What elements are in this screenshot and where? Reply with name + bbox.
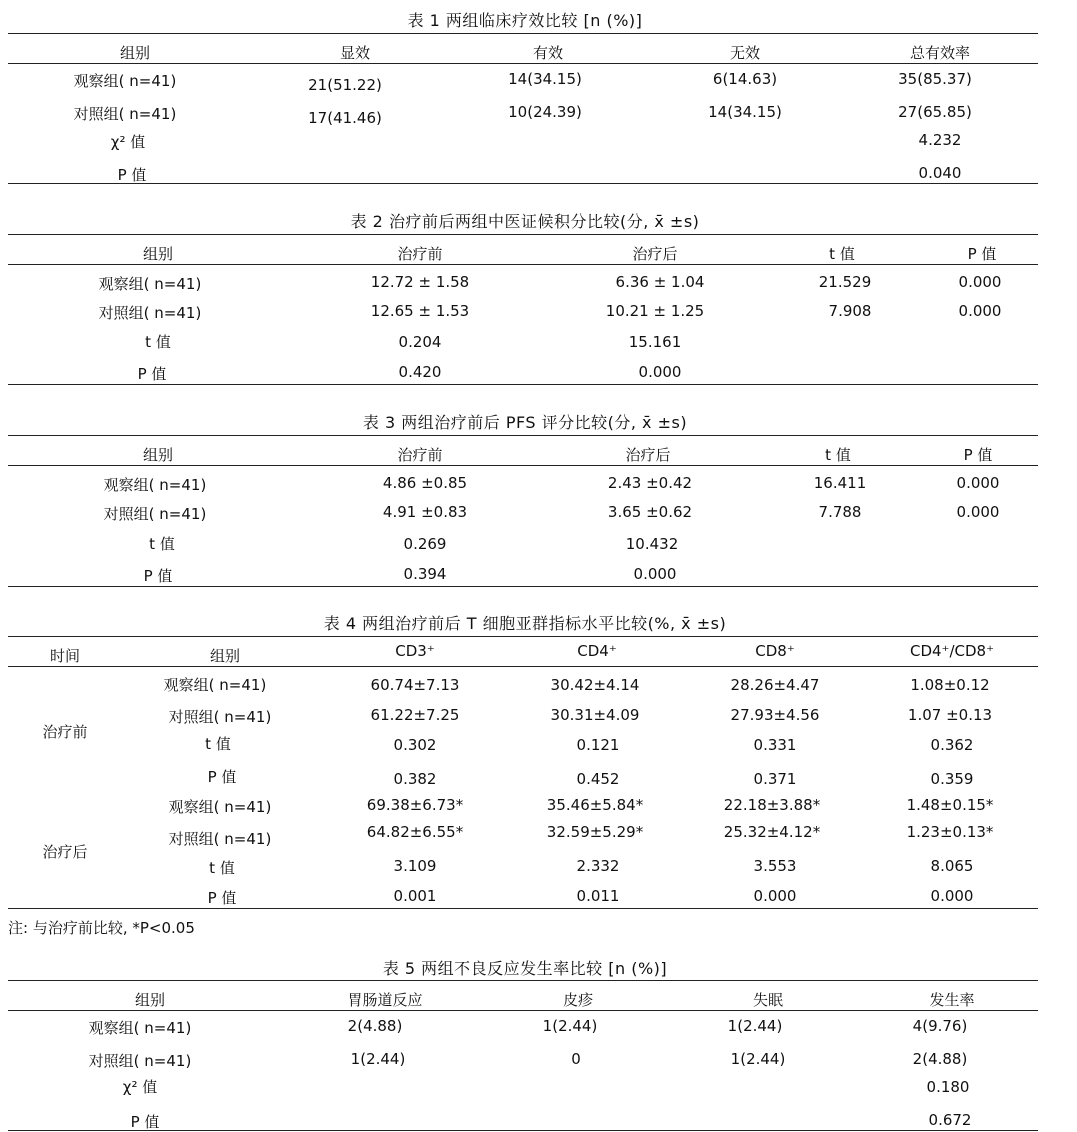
- t2-r2-p: 0.000: [958, 302, 1002, 320]
- table5-top-rule: [8, 980, 1038, 981]
- t2-t-after: 15.161: [628, 333, 682, 351]
- t5-r1-rash: 1(2.44): [542, 1017, 598, 1035]
- t2-header-t: t 值: [829, 245, 855, 263]
- t5-header-group: 组别: [134, 991, 166, 1009]
- t4-r6-ratio: 1.23±0.13*: [906, 823, 994, 841]
- t3-r1-group: 观察组( n=41): [103, 476, 207, 494]
- table4-note: 注: 与治疗前比较, *P<0.05: [8, 919, 195, 937]
- t1-header-ineffective: 无效: [729, 44, 761, 62]
- t4-r7-label: t 值: [209, 859, 235, 877]
- t4-r4-cd8: 0.371: [753, 770, 797, 788]
- t4-r6-group: 对照组( n=41): [168, 830, 272, 848]
- t5-header-gi: 胃肠道反应: [347, 991, 423, 1009]
- t1-r1-total: 35(85.37): [898, 70, 972, 88]
- t1-p-value: 0.040: [918, 164, 962, 182]
- t4-r7-cd3: 3.109: [393, 857, 437, 875]
- t4-header-cd4: CD4⁺: [577, 642, 617, 660]
- table1-top-rule: [8, 33, 1038, 34]
- t2-header-before: 治疗前: [397, 245, 443, 263]
- t4-r8-ratio: 0.000: [930, 887, 974, 905]
- t4-r4-cd4: 0.452: [576, 770, 620, 788]
- t4-header-cd8: CD8⁺: [755, 642, 795, 660]
- t4-r7-ratio: 8.065: [930, 857, 974, 875]
- t4-r3-cd8: 0.331: [753, 736, 797, 754]
- t4-r3-ratio: 0.362: [930, 736, 974, 754]
- t3-r2-p: 0.000: [956, 503, 1000, 521]
- t1-r2-effective: 10(24.39): [508, 103, 582, 121]
- t2-r2-before: 12.65 ± 1.53: [370, 302, 470, 320]
- t4-r1-cd4: 30.42±4.14: [550, 676, 640, 694]
- t4-r1-cd3: 60.74±7.13: [370, 676, 460, 694]
- t3-t-after: 10.432: [625, 535, 679, 553]
- t2-t-before: 0.204: [398, 333, 442, 351]
- t4-r8-cd3: 0.001: [393, 887, 437, 905]
- t3-r2-after: 3.65 ±0.62: [607, 503, 693, 521]
- table2-bottom-rule: [8, 384, 1038, 385]
- table4-top-rule: [8, 636, 1038, 637]
- t4-r2-cd4: 30.31±4.09: [550, 706, 640, 724]
- t5-r1-gi: 2(4.88): [347, 1017, 403, 1035]
- t1-r2-total: 27(65.85): [898, 103, 972, 121]
- t4-header-cd3: CD3⁺: [395, 642, 435, 660]
- table1-header-rule: [8, 63, 1038, 64]
- table4-header-rule: [8, 666, 1038, 667]
- t4-r5-cd4: 35.46±5.84*: [546, 796, 644, 814]
- t2-header-after: 治疗后: [632, 245, 678, 263]
- t4-r1-group: 观察组( n=41): [163, 676, 267, 694]
- t3-t-label: t 值: [149, 535, 175, 553]
- t1-r1-group: 观察组( n=41): [73, 72, 177, 90]
- t5-r2-rate: 2(4.88): [912, 1050, 968, 1068]
- table5-header-rule: [8, 1010, 1038, 1011]
- t1-r2-group: 对照组( n=41): [73, 105, 177, 123]
- t5-r2-gi: 1(2.44): [350, 1050, 406, 1068]
- table1-bottom-rule: [8, 183, 1038, 184]
- t2-r1-p: 0.000: [958, 273, 1002, 291]
- t5-r2-rash: 0: [571, 1050, 581, 1068]
- t2-r2-group: 对照组( n=41): [98, 304, 202, 322]
- t2-header-group: 组别: [142, 245, 174, 263]
- t4-r4-ratio: 0.359: [930, 770, 974, 788]
- t4-r3-cd3: 0.302: [393, 736, 437, 754]
- t4-time-before: 治疗前: [42, 723, 88, 741]
- table4-bottom-rule: [8, 908, 1038, 909]
- t3-r1-p: 0.000: [956, 474, 1000, 492]
- t4-r1-ratio: 1.08±0.12: [910, 676, 990, 694]
- t2-p-after: 0.000: [638, 363, 682, 381]
- t5-header-insomnia: 失眠: [752, 991, 784, 1009]
- t4-r5-cd3: 69.38±6.73*: [366, 796, 464, 814]
- t3-header-group: 组别: [142, 446, 174, 464]
- t5-r2-insomnia: 1(2.44): [730, 1050, 786, 1068]
- t3-r2-t: 7.788: [818, 503, 862, 521]
- table5-bottom-rule: [8, 1130, 1038, 1131]
- t4-r7-cd8: 3.553: [753, 857, 797, 875]
- t2-r1-t: 21.529: [818, 273, 872, 291]
- t1-header-total: 总有效率: [909, 44, 971, 62]
- t4-r2-cd8: 27.93±4.56: [730, 706, 820, 724]
- table2-top-rule: [8, 234, 1038, 235]
- t4-header-ratio: CD4⁺/CD8⁺: [909, 642, 995, 660]
- t1-r2-ineffective: 14(34.15): [708, 103, 782, 121]
- t2-r1-after: 6.36 ± 1.04: [615, 273, 705, 291]
- t1-r1-effective: 14(34.15): [508, 70, 582, 88]
- t3-r2-before: 4.91 ±0.83: [382, 503, 468, 521]
- t5-chi-value: 0.180: [926, 1078, 970, 1096]
- t4-r8-cd4: 0.011: [576, 887, 620, 905]
- t4-r2-group: 对照组( n=41): [168, 708, 272, 726]
- t1-r1-ineffective: 6(14.63): [712, 70, 778, 88]
- t5-p-value: 0.672: [928, 1111, 972, 1129]
- t3-t-before: 0.269: [403, 535, 447, 553]
- t1-header-marked: 显效: [339, 44, 371, 62]
- t4-r8-label: P 值: [207, 889, 237, 907]
- t4-r8-cd8: 0.000: [753, 887, 797, 905]
- t4-r5-ratio: 1.48±0.15*: [906, 796, 994, 814]
- table3-caption: 表 3 两组治疗前后 PFS 评分比较(分, x̄ ±s): [362, 413, 688, 432]
- table4-caption: 表 4 两组治疗前后 T 细胞亚群指标水平比较(%, x̄ ±s): [323, 614, 727, 633]
- t5-r2-group: 对照组( n=41): [88, 1052, 192, 1070]
- t4-header-time: 时间: [49, 647, 81, 665]
- t4-time-after: 治疗后: [42, 843, 88, 861]
- t2-p-label: P 值: [137, 365, 167, 383]
- t4-r2-cd3: 61.22±7.25: [370, 706, 460, 724]
- t3-r2-group: 对照组( n=41): [103, 505, 207, 523]
- t1-r1-marked: 21(51.22): [308, 76, 382, 94]
- t1-chi-value: 4.232: [918, 131, 962, 149]
- t3-p-after: 0.000: [633, 565, 677, 583]
- t3-r1-before: 4.86 ±0.85: [382, 474, 468, 492]
- t5-header-rash: 皮疹: [562, 991, 594, 1009]
- t5-chi-label: χ² 值: [122, 1078, 158, 1096]
- t4-r3-cd4: 0.121: [576, 736, 620, 754]
- t5-r1-insomnia: 1(2.44): [727, 1017, 783, 1035]
- t1-header-effective: 有效: [532, 44, 564, 62]
- table1-caption: 表 1 两组临床疗效比较 [n (%)]: [407, 11, 643, 30]
- t4-r1-cd8: 28.26±4.47: [730, 676, 820, 694]
- t1-p-label: P 值: [117, 166, 147, 184]
- t3-header-p: P 值: [963, 446, 993, 464]
- t4-r6-cd8: 25.32±4.12*: [723, 823, 821, 841]
- t1-chi-label: χ² 值: [110, 133, 146, 151]
- table3-header-rule: [8, 465, 1038, 466]
- t1-header-group: 组别: [119, 44, 151, 62]
- t4-r5-cd8: 22.18±3.88*: [723, 796, 821, 814]
- t3-header-after: 治疗后: [625, 446, 671, 464]
- t3-r1-after: 2.43 ±0.42: [607, 474, 693, 492]
- t2-p-before: 0.420: [398, 363, 442, 381]
- t3-p-label: P 值: [143, 567, 173, 585]
- t4-header-group: 组别: [209, 647, 241, 665]
- table2-caption: 表 2 治疗前后两组中医证候积分比较(分, x̄ ±s): [350, 212, 700, 231]
- t5-r1-group: 观察组( n=41): [88, 1019, 192, 1037]
- t2-t-label: t 值: [145, 333, 171, 351]
- t4-r5-group: 观察组( n=41): [168, 798, 272, 816]
- table3-bottom-rule: [8, 586, 1038, 587]
- table2-header-rule: [8, 264, 1038, 265]
- t5-p-label: P 值: [130, 1113, 160, 1131]
- t4-r2-ratio: 1.07 ±0.13: [907, 706, 993, 724]
- t4-r4-label: P 值: [207, 768, 237, 786]
- t3-header-t: t 值: [825, 446, 851, 464]
- t2-header-p: P 值: [967, 245, 997, 263]
- t4-r3-label: t 值: [205, 735, 231, 753]
- t2-r2-t: 7.908: [828, 302, 872, 320]
- t5-r1-rate: 4(9.76): [912, 1017, 968, 1035]
- t4-r4-cd3: 0.382: [393, 770, 437, 788]
- t5-header-rate: 发生率: [929, 991, 975, 1009]
- t2-r1-before: 12.72 ± 1.58: [370, 273, 470, 291]
- t3-r1-t: 16.411: [813, 474, 867, 492]
- t2-r1-group: 观察组( n=41): [98, 275, 202, 293]
- table3-top-rule: [8, 435, 1038, 436]
- t3-p-before: 0.394: [403, 565, 447, 583]
- t4-r6-cd4: 32.59±5.29*: [546, 823, 644, 841]
- t4-r7-cd4: 2.332: [576, 857, 620, 875]
- t3-header-before: 治疗前: [397, 446, 443, 464]
- table5-caption: 表 5 两组不良反应发生率比较 [n (%)]: [382, 959, 668, 978]
- t1-r2-marked: 17(41.46): [308, 109, 382, 127]
- t4-r6-cd3: 64.82±6.55*: [366, 823, 464, 841]
- t2-r2-after: 10.21 ± 1.25: [605, 302, 705, 320]
